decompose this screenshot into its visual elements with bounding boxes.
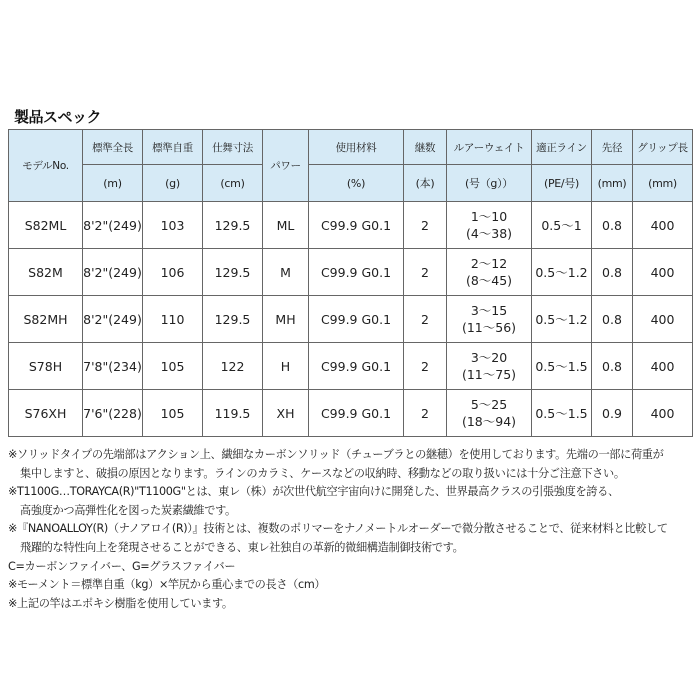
cell-power: M bbox=[263, 249, 309, 296]
header-power: パワー bbox=[263, 130, 309, 202]
unit-length: (m) bbox=[83, 165, 143, 202]
unit-pieces: (本) bbox=[404, 165, 447, 202]
cell-weight: 105 bbox=[143, 390, 203, 437]
cell-lure-weight bbox=[447, 390, 532, 437]
table-row bbox=[9, 249, 693, 296]
cell-length: 8'2"(249) bbox=[83, 296, 143, 343]
cell-tip-diameter: 0.8 bbox=[592, 343, 633, 390]
cell-power: XH bbox=[263, 390, 309, 437]
header-closed-length: 仕舞寸法 bbox=[203, 130, 263, 165]
unit-tip-diameter: (mm) bbox=[592, 165, 633, 202]
spec-table-body bbox=[9, 202, 693, 437]
cell-line: 0.5～1.2 bbox=[532, 296, 592, 343]
table-row bbox=[9, 390, 693, 437]
lure-weight-range: 3～20 bbox=[470, 350, 508, 365]
unit-line: (PE/号) bbox=[532, 165, 592, 202]
unit-weight: (g) bbox=[143, 165, 203, 202]
header-weight: 標準自重 bbox=[143, 130, 203, 165]
lure-weight-range: 3～15 bbox=[470, 303, 508, 318]
cell-pieces: 2 bbox=[404, 296, 447, 343]
cell-lure-weight bbox=[447, 202, 532, 249]
unit-lure-weight: (号（g）） bbox=[447, 165, 532, 202]
cell-material: C99.9 G0.1 bbox=[309, 390, 404, 437]
cell-tip-diameter: 0.9 bbox=[592, 390, 633, 437]
unit-grip-length: (mm) bbox=[633, 165, 693, 202]
cell-length: 8'2"(249) bbox=[83, 202, 143, 249]
cell-material: C99.9 G0.1 bbox=[309, 202, 404, 249]
cell-length: 8'2"(249) bbox=[83, 249, 143, 296]
lure-weight-range: 5～25 bbox=[470, 397, 508, 412]
lure-weight-range: 1～10 bbox=[470, 209, 508, 224]
cell-length: 7'6"(228) bbox=[83, 390, 143, 437]
cell-material: C99.9 G0.1 bbox=[309, 296, 404, 343]
lure-weight-grams: (18～94) bbox=[461, 414, 517, 429]
cell-lure-weight bbox=[447, 296, 532, 343]
cell-model: S76XH bbox=[9, 390, 83, 437]
cell-line: 0.5～1 bbox=[532, 202, 592, 249]
cell-model: S78H bbox=[9, 343, 83, 390]
header-lure-weight: ルアーウェイト bbox=[447, 130, 532, 165]
cell-power: H bbox=[263, 343, 309, 390]
cell-pieces: 2 bbox=[404, 249, 447, 296]
cell-grip-length: 400 bbox=[633, 202, 693, 249]
cell-weight: 105 bbox=[143, 343, 203, 390]
lure-weight-grams: (8～45) bbox=[465, 273, 513, 288]
note-line: 集中しますと、破損の原因となります。ラインのカラミ、ケースなどの収納時、移動などの取り扱いには十分ご注意下さい。 bbox=[20, 466, 625, 480]
note-line: 高強度かつ高弾性化を図った炭素繊維です。 bbox=[20, 503, 236, 517]
lure-weight-range: 2～12 bbox=[470, 256, 508, 271]
lure-weight-grams: (11～75) bbox=[461, 367, 517, 382]
cell-grip-length: 400 bbox=[633, 390, 693, 437]
cell-pieces: 2 bbox=[404, 202, 447, 249]
cell-line: 0.5～1.5 bbox=[532, 390, 592, 437]
header-line: 適正ライン bbox=[532, 130, 592, 165]
header-pieces: 継数 bbox=[404, 130, 447, 165]
table-row bbox=[9, 343, 693, 390]
note-line: ※モーメント＝標準自重（kg）×竿尻から重心までの長さ（cm） bbox=[8, 578, 326, 592]
note-line: C=カーボンファイバー、G=グラスファイバー bbox=[8, 559, 236, 573]
table-row bbox=[9, 202, 693, 249]
cell-closed-length: 129.5 bbox=[203, 249, 263, 296]
header-grip-length: グリップ長 bbox=[633, 130, 693, 165]
cell-tip-diameter: 0.8 bbox=[592, 296, 633, 343]
cell-grip-length: 400 bbox=[633, 343, 693, 390]
header-length: 標準全長 bbox=[83, 130, 143, 165]
cell-weight: 110 bbox=[143, 296, 203, 343]
unit-closed-length: (cm) bbox=[203, 165, 263, 202]
unit-material: (%) bbox=[309, 165, 404, 202]
header-model: モデルNo. bbox=[9, 130, 83, 202]
cell-pieces: 2 bbox=[404, 343, 447, 390]
cell-line: 0.5～1.2 bbox=[532, 249, 592, 296]
cell-model: S82MH bbox=[9, 296, 83, 343]
note-line: ※ソリッドタイプの先端部はアクション上、繊細なカーボンソリッド（チューブラとの継穂）を使用しております。先端の一部に荷重が bbox=[8, 448, 664, 461]
spec-table-header bbox=[9, 130, 693, 202]
cell-length: 7'8"(234) bbox=[83, 343, 143, 390]
cell-lure-weight bbox=[447, 249, 532, 296]
cell-model: S82ML bbox=[9, 202, 83, 249]
cell-weight: 103 bbox=[143, 202, 203, 249]
note-line: 飛躍的な特性向上を発現させることができる、東レ社独自の革新的微細構造制御技術です。 bbox=[20, 540, 464, 554]
header-tip-diameter: 先径 bbox=[592, 130, 633, 165]
table-row bbox=[9, 296, 693, 343]
spec-table bbox=[8, 129, 693, 437]
cell-lure-weight bbox=[447, 343, 532, 390]
cell-closed-length: 129.5 bbox=[203, 202, 263, 249]
cell-closed-length: 129.5 bbox=[203, 296, 263, 343]
lure-weight-grams: (4～38) bbox=[465, 226, 513, 241]
cell-material: C99.9 G0.1 bbox=[309, 249, 404, 296]
cell-weight: 106 bbox=[143, 249, 203, 296]
cell-power: ML bbox=[263, 202, 309, 249]
cell-closed-length: 119.5 bbox=[203, 390, 263, 437]
cell-grip-length: 400 bbox=[633, 249, 693, 296]
note-line: ※『NANOALLOY(R)（ナノアロイ(R)）』技術とは、複数のポリマーをナノメートルオーダーで微分散させることで、従来材料と比較して bbox=[8, 522, 668, 536]
cell-pieces: 2 bbox=[404, 390, 447, 437]
lure-weight-grams: (11～56) bbox=[461, 320, 517, 335]
cell-closed-length: 122 bbox=[203, 343, 263, 390]
header-material: 使用材料 bbox=[309, 130, 404, 165]
note-line: ※T1100G…TORAYCA(R)"T1100G"とは、東レ（株）が次世代航空宇宙向けに開発した、世界最高クラスの引張強度を誇る、 bbox=[8, 485, 619, 499]
cell-material: C99.9 G0.1 bbox=[309, 343, 404, 390]
cell-grip-length: 400 bbox=[633, 296, 693, 343]
notes bbox=[8, 446, 698, 613]
cell-tip-diameter: 0.8 bbox=[592, 249, 633, 296]
section-title: 製品スペック bbox=[14, 108, 102, 126]
note-line: ※上記の竿はエポキシ樹脂を使用しています。 bbox=[8, 596, 233, 610]
cell-power: MH bbox=[263, 296, 309, 343]
cell-model: S82M bbox=[9, 249, 83, 296]
cell-line: 0.5～1.5 bbox=[532, 343, 592, 390]
cell-tip-diameter: 0.8 bbox=[592, 202, 633, 249]
